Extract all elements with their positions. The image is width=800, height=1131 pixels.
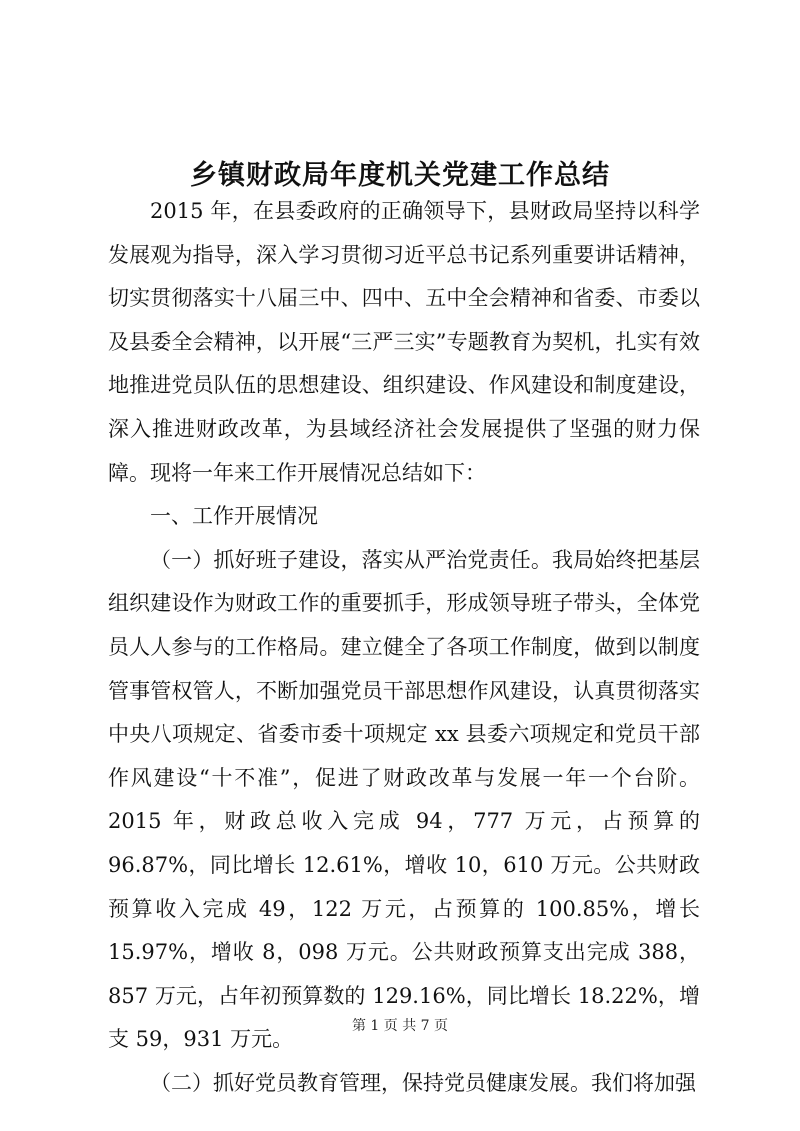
document-title: 乡镇财政局年度机关党建工作总结: [190, 160, 610, 192]
section-2-paragraph: （二）抓好党员教育管理，保持党员健康发展。我们将加强: [150, 1070, 696, 1095]
section-heading: 一、工作开展情况: [150, 504, 318, 529]
document-body: [108, 190, 700, 1105]
intro-paragraph: 2015 年，在县委政府的正确领导下，县财政局坚持以科学发展观为指导，深入学习贯彻习近平总书记系列重要讲话精神，切实贯彻落实十八届三中、四中、五中全会精神和省委、市委以及县委全会精神，以开展“三严三实”专题教育为契机，扎实有效地推进党员队伍的思想建设、组织建设、作风建设和制度建设，深入推进财政改革，为县域经济社会发展提供了坚强的财力保障。现将一年来工作开展情况总结如下：: [108, 199, 700, 485]
section-1-paragraph: （一）抓好班子建设，落实从严治党责任。我局始终把基层组织建设作为财政工作的重要抓手，形成领导班子带头，全体党员人人参与的工作格局。建立健全了各项工作制度，做到以制度管事管权管人，不断加强党员干部思想作风建设，认真贯彻落实中央八项规定、省委市委十项规定 xx 县委六项规定和党员干部作风建设“十不准”，促进了财政改革与发展一年一个台阶。2015 年，财政总收入完成 94，777 万元，占预算的 96.87%，同比增长 12.61%，增收 10，610 万元。公共财政预算收入完成 49，122 万元，占预算的 100.85%，增长 15.97%，增收 8，098 万元。公共财政预算支出完成 388，857 万元，占年初预算数的 129.16%，同比增长 18.22%，增支 59，931 万元。: [108, 547, 700, 1052]
page-footer: 第 1 页 共 7 页: [351, 1018, 449, 1034]
